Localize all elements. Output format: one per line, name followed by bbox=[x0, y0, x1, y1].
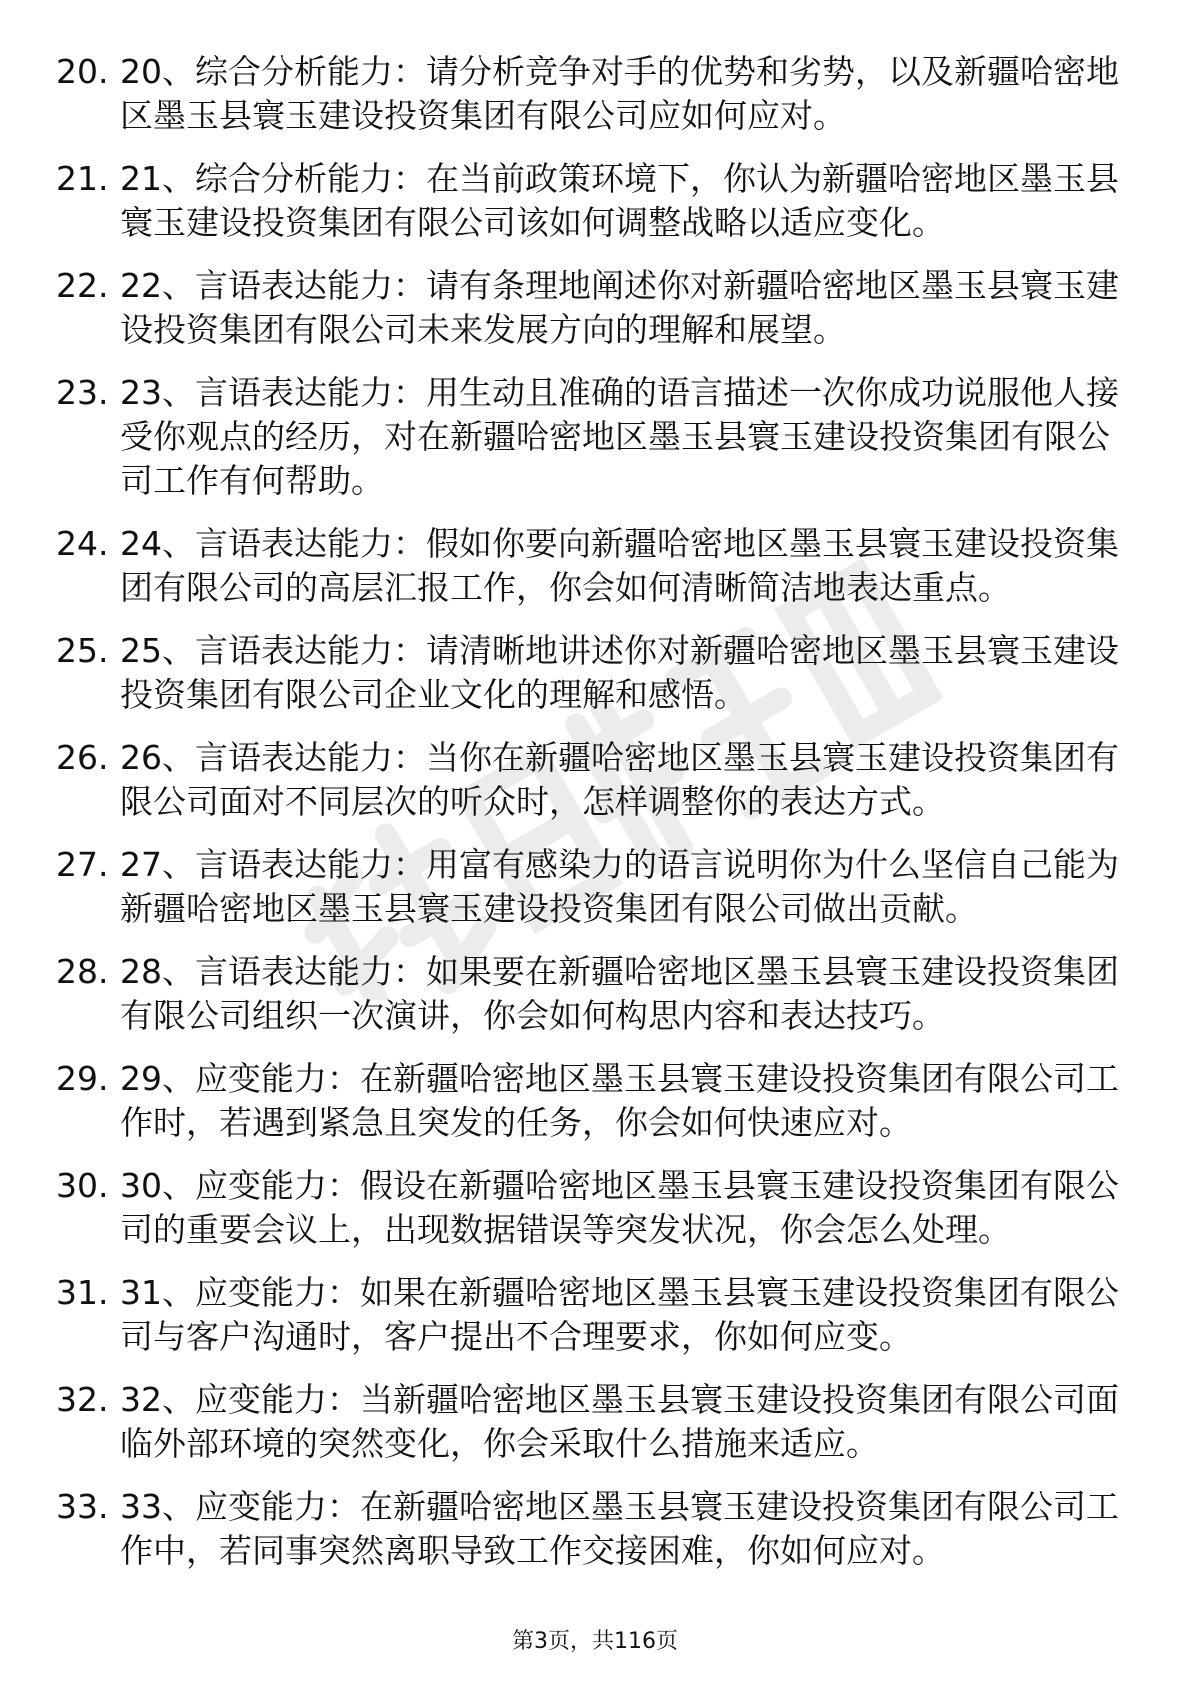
question-list bbox=[56, 50, 1136, 1592]
question-text: 20、综合分析能力：请分析竞争对手的优势和劣势，以及新疆哈密地区墨玉县寰玉建设投资集团有限公司应如何应对。 bbox=[120, 52, 1119, 135]
question-number: 32. bbox=[56, 1380, 109, 1419]
question-number: 26. bbox=[56, 738, 109, 777]
question-item bbox=[56, 1271, 1136, 1359]
question-text: 30、应变能力：假设在新疆哈密地区墨玉县寰玉建设投资集团有限公司的重要会议上，出现数据错误等突发状况，你会怎么处理。 bbox=[120, 1166, 1119, 1249]
question-item bbox=[56, 50, 1136, 138]
question-text: 24、言语表达能力：假如你要向新疆哈密地区墨玉县寰玉建设投资集团有限公司的高层汇报工作，你会如何清晰简洁地表达重点。 bbox=[120, 524, 1119, 607]
question-number: 29. bbox=[56, 1059, 109, 1098]
question-number: 20. bbox=[56, 52, 109, 91]
question-text: 23、言语表达能力：用生动且准确的语言描述一次你成功说服他人接受你观点的经历，对在新疆哈密地区墨玉县寰玉建设投资集团有限公司工作有何帮助。 bbox=[120, 373, 1119, 500]
question-item bbox=[56, 522, 1136, 610]
question-text: 27、言语表达能力：用富有感染力的语言说明你为什么坚信自己能为新疆哈密地区墨玉县寰玉建设投资集团有限公司做出贡献。 bbox=[120, 845, 1119, 928]
question-text: 25、言语表达能力：请清晰地讲述你对新疆哈密地区墨玉县寰玉建设投资集团有限公司企业文化的理解和感悟。 bbox=[120, 631, 1119, 714]
question-number: 31. bbox=[56, 1273, 109, 1312]
question-text: 26、言语表达能力：当你在新疆哈密地区墨玉县寰玉建设投资集团有限公司面对不同层次的听众时，怎样调整你的表达方式。 bbox=[120, 738, 1119, 821]
question-item bbox=[56, 1057, 1136, 1145]
question-number: 33. bbox=[56, 1487, 109, 1526]
question-text: 22、言语表达能力：请有条理地阐述你对新疆哈密地区墨玉县寰玉建设投资集团有限公司未来发展方向的理解和展望。 bbox=[120, 266, 1119, 349]
question-text: 32、应变能力：当新疆哈密地区墨玉县寰玉建设投资集团有限公司面临外部环境的突然变化，你会采取什么措施来适应。 bbox=[120, 1380, 1119, 1463]
question-text: 31、应变能力：如果在新疆哈密地区墨玉县寰玉建设投资集团有限公司与客户沟通时，客户提出不合理要求，你如何应变。 bbox=[120, 1273, 1119, 1356]
page-number-label: 第3页，共116页 bbox=[512, 1629, 678, 1654]
question-item bbox=[56, 1378, 1136, 1466]
question-item bbox=[56, 264, 1136, 352]
question-number: 21. bbox=[56, 159, 109, 198]
question-item bbox=[56, 1485, 1136, 1573]
question-item bbox=[56, 1164, 1136, 1252]
question-text: 33、应变能力：在新疆哈密地区墨玉县寰玉建设投资集团有限公司工作中，若同事突然离职导致工作交接困难，你如何应对。 bbox=[120, 1487, 1119, 1570]
question-item bbox=[56, 371, 1136, 503]
question-number: 27. bbox=[56, 845, 109, 884]
question-item bbox=[56, 736, 1136, 824]
question-number: 28. bbox=[56, 952, 109, 991]
question-item bbox=[56, 843, 1136, 931]
question-number: 22. bbox=[56, 266, 109, 305]
question-item bbox=[56, 629, 1136, 717]
question-number: 24. bbox=[56, 524, 109, 563]
question-text: 21、综合分析能力：在当前政策环境下，你认为新疆哈密地区墨玉县寰玉建设投资集团有限公司该如何调整战略以适应变化。 bbox=[120, 159, 1119, 242]
question-item bbox=[56, 157, 1136, 245]
question-number: 30. bbox=[56, 1166, 109, 1205]
question-text: 28、言语表达能力：如果要在新疆哈密地区墨玉县寰玉建设投资集团有限公司组织一次演讲，你会如何构思内容和表达技巧。 bbox=[120, 952, 1119, 1035]
page-footer bbox=[0, 1628, 1190, 1656]
question-text: 29、应变能力：在新疆哈密地区墨玉县寰玉建设投资集团有限公司工作时，若遇到紧急且突发的任务，你会如何快速应对。 bbox=[120, 1059, 1119, 1142]
question-number: 25. bbox=[56, 631, 109, 670]
question-number: 23. bbox=[56, 373, 109, 412]
question-item bbox=[56, 950, 1136, 1038]
